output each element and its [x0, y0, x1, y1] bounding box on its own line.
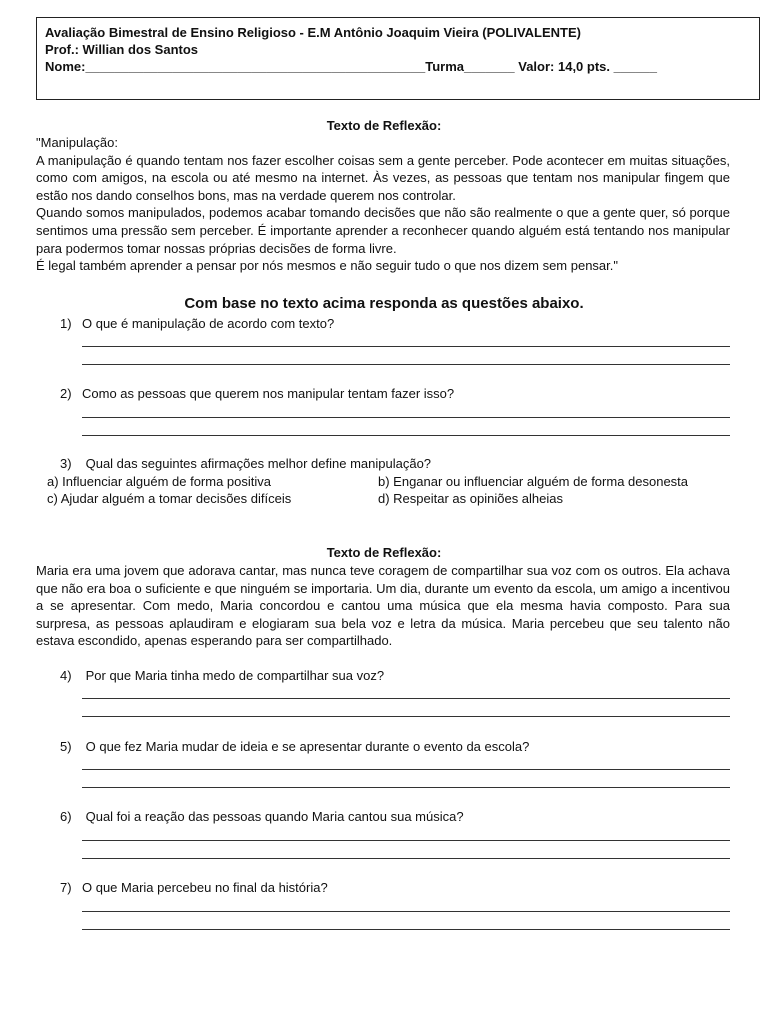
question-text: Qual das seguintes afirmações melhor define manipulação?	[82, 456, 432, 471]
question-7	[60, 880, 328, 895]
question-6	[60, 809, 464, 824]
question-text: Qual foi a reação das pessoas quando Maria cantou sua música?	[82, 809, 464, 824]
question-number: 4)	[60, 668, 72, 683]
paragraph: Quando somos manipulados, podemos acabar tomando decisões que não são realmente o que a gente quer, só porque sentimos uma pressão sem perceber. É importante aprender a reconhecer quando alguém está tentando nos manipular para podermos tomar nossas próprias decisões de forma livre.	[36, 205, 730, 256]
section2-text	[36, 562, 730, 650]
option-d[interactable]: d) Respeitar as opiniões alheias	[378, 491, 563, 506]
option-a[interactable]: a) Influenciar alguém de forma positiva	[47, 474, 272, 489]
teacher-name: Prof.: Willian dos Santos	[45, 42, 199, 57]
option-c[interactable]: c) Ajudar alguém a tomar decisões difíceis	[47, 491, 292, 506]
answer-line[interactable]	[82, 787, 730, 788]
option-b[interactable]: b) Enganar ou influenciar alguém de forma desonesta	[378, 474, 689, 489]
paragraph: "Manipulação:	[36, 135, 118, 150]
answer-line[interactable]	[82, 769, 730, 770]
instruction-heading: Com base no texto acima responda as questões abaixo.	[184, 295, 584, 312]
question-text: O que fez Maria mudar de ideia e se apresentar durante o evento da escola?	[82, 739, 530, 754]
question-text: Por que Maria tinha medo de compartilhar sua voz?	[82, 668, 385, 683]
question-1	[60, 316, 334, 331]
question-3	[60, 456, 431, 471]
paragraph: É legal também aprender a pensar por nós mesmos e não seguir tudo o que nos dizem sem pensar."	[36, 258, 618, 274]
section1-title: Texto de Reflexão:	[326, 118, 442, 133]
question-text: O que Maria percebeu no final da história?	[82, 880, 328, 895]
answer-line[interactable]	[82, 840, 730, 841]
paragraph: A manipulação é quando tentam nos fazer escolher coisas sem a gente perceber. Pode acontecer em muitas situações, como com amigos, na escola ou até mesmo na internet. Às vezes, as pessoas que tentam nos manipular fingem que estão nos dando conselhos bons, mas na verdade querem nos controlar.	[36, 152, 730, 203]
question-text: O que é manipulação de acordo com texto?	[82, 316, 335, 331]
answer-line[interactable]	[82, 929, 730, 930]
answer-line[interactable]	[82, 698, 730, 699]
section2-title: Texto de Reflexão:	[326, 545, 442, 560]
section1-text	[36, 134, 730, 275]
question-2	[60, 386, 454, 401]
question-5	[60, 739, 529, 754]
answer-line[interactable]	[82, 417, 730, 418]
header-box	[36, 17, 760, 100]
school-title: Avaliação Bimestral de Ensino Religioso - E.M Antônio Joaquim Vieira (POLIVALENTE)	[45, 25, 581, 40]
question-number: 5)	[60, 739, 72, 754]
question-number: 6)	[60, 809, 72, 824]
answer-line[interactable]	[82, 858, 730, 859]
answer-line[interactable]	[82, 435, 730, 436]
answer-line[interactable]	[82, 346, 730, 347]
question-text: Como as pessoas que querem nos manipular tentam fazer isso?	[82, 386, 455, 401]
question-number: 1)	[60, 316, 72, 331]
paragraph: Maria era uma jovem que adorava cantar, mas nunca teve coragem de compartilhar sua voz com os outros. Ela achava que não era boa o suficiente e que ninguém se importaria. Um dia, durante um evento da escola, um amigo a incentivou a se apresentar. Com medo, Maria concordou e cantou uma música que ela mesma havia composto. Para sua surpresa, as pessoas aplaudiram e elogiaram sua bela voz e letra da música. Maria percebeu que seu talento não estava escondido, apenas esperando para ser compartilhado.	[36, 563, 730, 649]
question-number: 7)	[60, 880, 72, 895]
question-number: 3)	[60, 456, 72, 471]
question-number: 2)	[60, 386, 72, 401]
answer-line[interactable]	[82, 716, 730, 717]
question-4	[60, 668, 384, 683]
answer-line[interactable]	[82, 364, 730, 365]
answer-line[interactable]	[82, 911, 730, 912]
student-info-line[interactable]: Nome:_______________________________________________Turma_______ Valor: 14,0 pts. ______	[45, 59, 657, 74]
